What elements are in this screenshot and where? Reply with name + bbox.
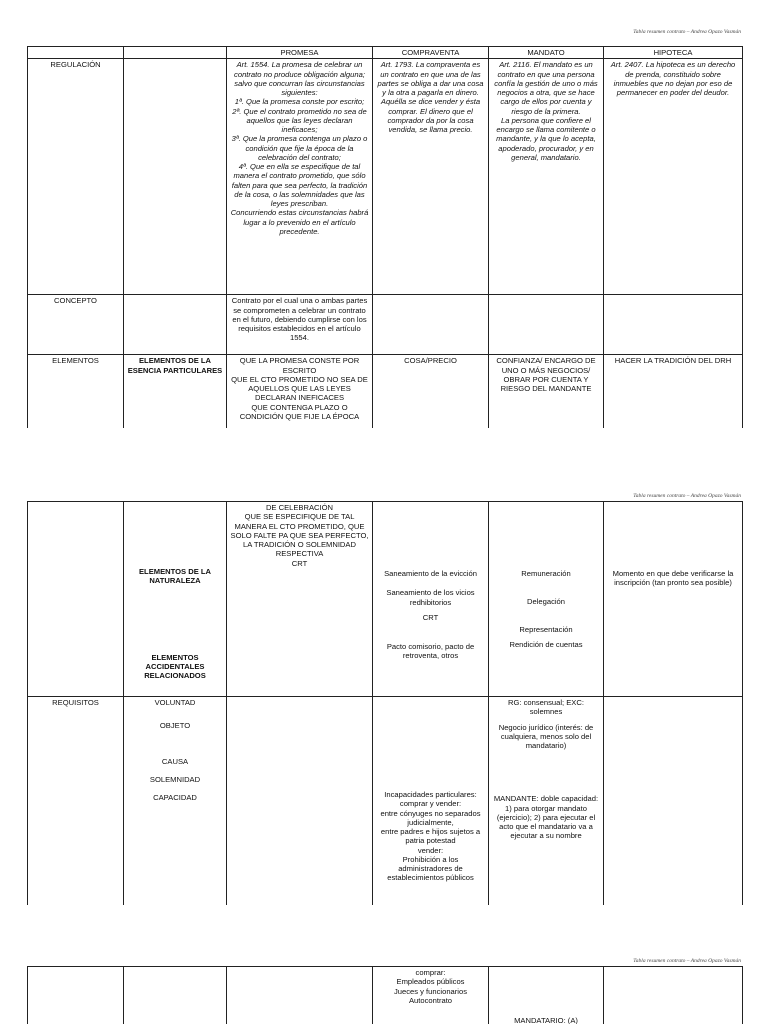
naturaleza-mandato-delegacion: Delegación — [527, 597, 565, 607]
requisito-solemnidad: SOLEMNIDAD — [149, 774, 201, 784]
header-cell-empty-1 — [28, 47, 124, 59]
header-mandato: MANDATO — [489, 47, 604, 59]
elementos-promesa-cont — [227, 502, 373, 697]
requisitos-compraventa-cont: comprar: Empleados públicos Jueces y funcionarios Autocontrato — [373, 967, 489, 1024]
requisitos-compraventa — [373, 697, 489, 905]
cell-empty — [604, 967, 743, 1024]
page-header: Tabla resumen contrato – Andrea Opazo Vasmán — [633, 29, 741, 35]
contracts-table-page-1 — [27, 46, 743, 428]
naturaleza-mandato-rendicion: Rendición de cuentas — [509, 639, 583, 649]
cell-empty — [489, 295, 604, 355]
cell-empty — [227, 967, 373, 1024]
requisito-objeto: OBJETO — [159, 721, 191, 731]
naturaleza-promesa: CRT — [291, 558, 308, 568]
elementos-promesa: QUE LA PROMESA CONSTE POR ESCRITO QUE EL CTO PROMETIDO NO SEA DE AQUELLOS QUE LAS LEYES DECLARAN INEFICACES QUE CONTENGA PLAZO O CONDICIÓN QUE FIJE LA ÉPOCA — [227, 355, 373, 428]
contracts-table-page-2 — [27, 501, 743, 905]
elementos-esencia-label: ELEMENTOS DE LA ESENCIA PARTICULARES — [124, 355, 227, 428]
naturaleza-compraventa-crt: CRT — [422, 612, 439, 622]
table-header-row — [28, 47, 743, 59]
elementos-subcategories — [124, 502, 227, 697]
requisitos-mandato — [489, 697, 604, 905]
row-elementos — [28, 355, 743, 428]
requisito-causa: CAUSA — [161, 756, 189, 766]
page-header: Tabla resumen contrato – Andrea Opazo Vasmán — [633, 493, 741, 499]
elementos-compraventa-cont — [373, 502, 489, 697]
row-requisitos-cont — [28, 967, 743, 1024]
requisitos-mandato-objeto: Negocio jurídico (interés: de cualquiera, menos solo del mandatario) — [498, 722, 594, 750]
cell-empty — [28, 502, 124, 697]
regulacion-promesa: Art. 1554. La promesa de celebrar un contrato no produce obligación alguna; salvo que concurran las circunstancias siguientes: 1ª. Que la promesa conste por escrito; 2ª. Que el contrato prometido no sea de aquellos que las leyes declaran ineficaces; 3ª. Que la promesa contenga un plazo o condición que fije la época de la celebración del contrato; 4ª. Que en ella se especifique de tal manera el contrato prometido, que sólo falten para que sea perfecto, la tradición de la cosa, o las solemnidades que las leyes prescriban. Concurriendo estas circunstancias habrá lugar a lo prevenido en el artículo precedente. — [227, 59, 373, 295]
row-elementos-cont — [28, 502, 743, 697]
accidentales-compraventa: Pacto comisorio, pacto de retroventa, otros — [386, 642, 475, 661]
requisito-capacidad: CAPACIDAD — [153, 793, 197, 802]
concepto-promesa: Contrato por el cual una o ambas partes se comprometen a celebrar un contrato en el futuro, debiendo cumplirse con los requisitos establecidos en el artículo 1554. — [227, 295, 373, 355]
header-promesa: PROMESA — [227, 47, 373, 59]
elementos-hipoteca-cont — [604, 502, 743, 697]
regulacion-mandato: Art. 2116. El mandato es un contrato en que una persona confía la gestión de uno o más negocios a otra, que se hace cargo de ellos por cuenta y riesgo de la primera. La persona que confiere el encargo se llama comitente o mandante, y la que lo acepta, apoderado, procurador, y en general, mandatario. — [489, 59, 604, 295]
cell-empty — [604, 295, 743, 355]
row-concepto — [28, 295, 743, 355]
elementos-compraventa: COSA/PRECIO — [373, 355, 489, 428]
naturaleza-compraventa-evicccion: Saneamiento de la evicción — [384, 569, 477, 578]
header-cell-empty-2 — [124, 47, 227, 59]
row-label-requisitos: REQUISITOS — [28, 697, 124, 905]
cell-empty — [124, 967, 227, 1024]
header-hipoteca: HIPOTECA — [604, 47, 743, 59]
row-label-regulacion: REGULACIÓN — [28, 59, 124, 295]
naturaleza-label: ELEMENTOS DE LA NATURALEZA — [138, 567, 211, 586]
elementos-hipoteca: HACER LA TRADICIÓN DEL DRH — [604, 355, 743, 428]
requisitos-mandato-cont — [489, 967, 604, 1024]
elementos-mandato-cont — [489, 502, 604, 697]
accidentales-label: ELEMENTOS ACCIDENTALES RELACIONADOS — [144, 652, 206, 680]
naturaleza-mandato-representacion: Representación — [519, 624, 573, 634]
cell-empty — [604, 697, 743, 905]
naturaleza-compraventa-vicios: Saneamiento de los vicios redhibitorios — [386, 588, 475, 607]
row-label-elementos: ELEMENTOS — [28, 355, 124, 428]
cell-empty — [227, 697, 373, 905]
elementos-mandato: CONFIANZA/ ENCARGO DE UNO O MÁS NEGOCIOS/ OBRAR POR CUENTA Y RIESGO DEL MANDANTE — [489, 355, 604, 428]
row-requisitos — [28, 697, 743, 905]
contracts-table-page-3 — [27, 966, 743, 1024]
row-label-concepto: CONCEPTO — [28, 295, 124, 355]
regulacion-hipoteca: Art. 2407. La hipoteca es un derecho de prenda, constituido sobre inmuebles que no dejan por eso de permanecer en poder del deudor. — [604, 59, 743, 295]
page-header: Tabla resumen contrato – Andrea Opazo Vasmán — [633, 958, 741, 964]
naturaleza-hipoteca: Momento en que debe verificarse la inscripción (tan pronto sea posible) — [612, 569, 734, 588]
cell-empty — [28, 967, 124, 1024]
requisito-voluntad: VOLUNTAD — [154, 698, 196, 707]
cell-empty — [124, 295, 227, 355]
esencia-promesa-cont: DE CELEBRACIÓN QUE SE ESPECIFIQUE DE TAL MANERA EL CTO PROMETIDO, QUE SOLO FALTE PA QUE SEA PERFECTO, LA TRADICIÓN O SOLEMNIDAD RESPECTIVA — [230, 503, 369, 559]
requisitos-items — [124, 697, 227, 905]
requisitos-compraventa-text: Incapacidades particulares: comprar y vender: entre cónyuges no separados judicialmente, entre padres e hijos sujetos a patria potestad vender: Prohibición a los administradores de establecimientos públicos — [380, 790, 481, 883]
regulacion-compraventa: Art. 1793. La compraventa es un contrato en que una de las partes se obliga a dar una cosa y la otra a pagarla en dinero. Aquélla se dice vender y ésta comprar. El dinero que el comprador da por la cosa vendida, se llama precio. — [373, 59, 489, 295]
header-compraventa: COMPRAVENTA — [373, 47, 489, 59]
row-regulacion — [28, 59, 743, 295]
cell-empty — [124, 59, 227, 295]
mandatario-label: MANDATARIO: (A) — [514, 1016, 578, 1024]
cell-empty — [373, 295, 489, 355]
naturaleza-mandato-remuneracion: Remuneración — [521, 569, 571, 578]
requisitos-mandato-capacidad: MANDANTE: doble capacidad: 1) para otorgar mandato (ejercicio); 2) para ejecutar el acto que el mandatario va a ejecutar a su nombre — [493, 794, 599, 841]
requisitos-mandato-voluntad: RG: consensual; EXC: solemnes — [508, 698, 584, 717]
